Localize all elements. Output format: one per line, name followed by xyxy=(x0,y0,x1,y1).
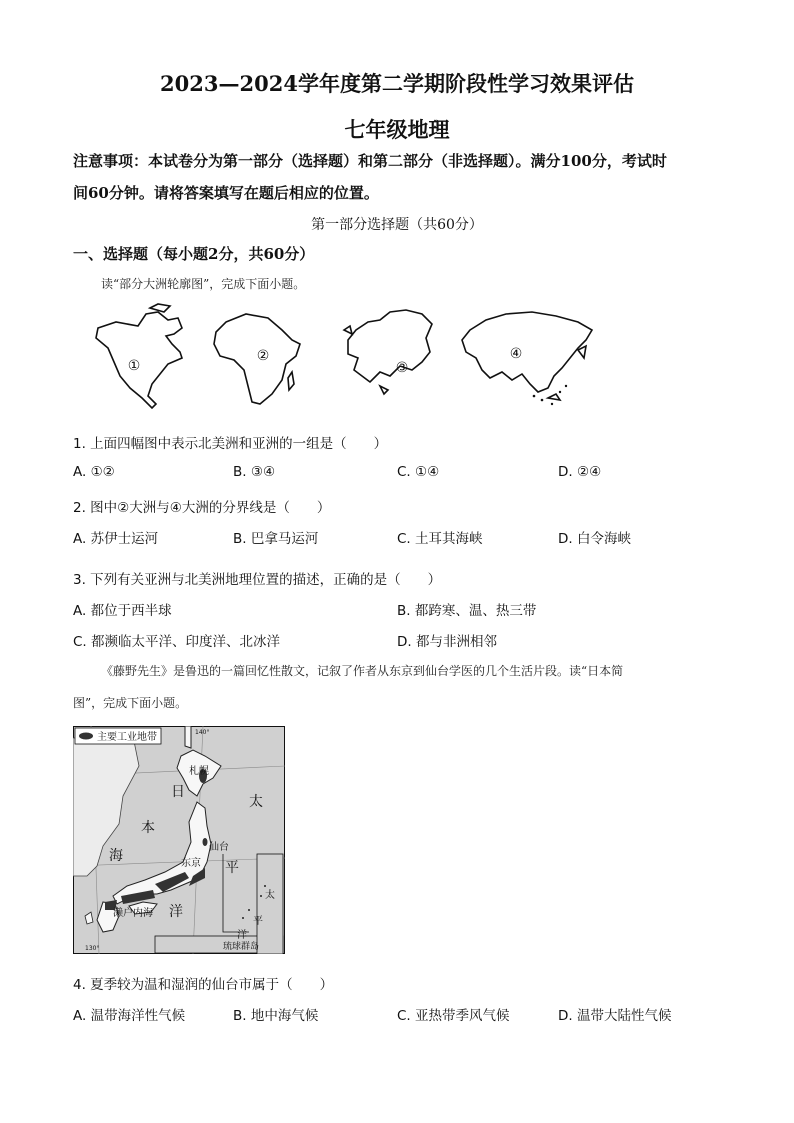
question-2-option-a[interactable]: A. 苏伊士运河 xyxy=(73,531,159,547)
label-sea-ben: 本 xyxy=(141,820,155,836)
intro-continents: 读“部分大洲轮廓图”，完成下面小题。 xyxy=(101,277,306,291)
notice-line-1: 注意事项：本试卷分为第一部分（选择题）和第二部分（非选择题）。满分100分，考试时 xyxy=(73,152,667,170)
label-inset-ping: 平 xyxy=(253,916,263,927)
label-ocean-tai: 太 xyxy=(249,794,263,810)
section1-heading: 一、选择题（每小题2分，共60分） xyxy=(73,245,315,263)
question-4-option-a[interactable]: A. 温带海洋性气候 xyxy=(73,1008,186,1024)
question-2-option-d[interactable]: D. 白令海峡 xyxy=(558,531,631,547)
label-lon-140: 140° xyxy=(195,729,210,736)
question-4-option-b[interactable]: B. 地中海气候 xyxy=(233,1008,319,1024)
question-1-stem: 1. 上面四幅图中表示北美洲和亚洲的一组是（ ） xyxy=(73,436,388,452)
label-sea-hai: 海 xyxy=(109,848,123,864)
japan-map xyxy=(73,726,285,954)
notice-line-2: 间60分钟。请将答案填写在题后相应的位置。 xyxy=(73,184,379,202)
question-4-option-d[interactable]: D. 温带大陆性气候 xyxy=(558,1008,672,1024)
question-2-option-b[interactable]: B. 巴拿马运河 xyxy=(233,531,319,547)
continent-label-4: ④ xyxy=(509,346,523,362)
asia-outline xyxy=(462,312,592,392)
label-ocean-ping: 平 xyxy=(225,860,239,876)
label-sea-ri: 日 xyxy=(171,784,185,800)
label-sendai: 仙台 xyxy=(209,842,229,853)
intro-japan-line-1: 《藤野先生》是鲁迅的一篇回忆性散文，记叙了作者从东京到仙台学医的几个生活片段。读“日本简 xyxy=(101,664,624,678)
question-1-option-a[interactable]: A. ①② xyxy=(73,464,115,480)
question-1-option-c[interactable]: C. ①④ xyxy=(397,464,440,480)
exam-title: 2023—2024学年度第二学期阶段性学习效果评估 xyxy=(160,71,634,96)
question-3-stem: 3. 下列有关亚洲与北美洲地理位置的描述，正确的是（ ） xyxy=(73,572,442,588)
exam-subtitle: 七年级地理 xyxy=(344,117,450,142)
question-2-stem: 2. 图中②大洲与④大洲的分界线是（ ） xyxy=(73,500,331,516)
question-2-option-c[interactable]: C. 土耳其海峡 xyxy=(397,531,483,547)
question-1-option-b[interactable]: B. ③④ xyxy=(233,464,276,480)
continent-outline-map xyxy=(86,300,606,418)
label-setonaikai: 濑户内海 xyxy=(113,908,153,919)
label-ryukyu: 琉球群岛 xyxy=(223,942,260,952)
legend-industrial-zone: 主要工业地带 xyxy=(97,732,157,743)
continent-label-3: ③ xyxy=(395,360,409,376)
label-inset-yang: 洋 xyxy=(237,930,247,941)
label-inset-tai: 太 xyxy=(265,890,275,901)
continent-label-2: ② xyxy=(256,348,270,364)
label-ocean-yang: 洋 xyxy=(169,904,183,920)
intro-japan-line-2: 图”，完成下面小题。 xyxy=(73,696,188,710)
question-3-option-c[interactable]: C. 都濒临太平洋、印度洋、北冰洋 xyxy=(73,634,281,650)
europe-outline xyxy=(348,310,432,382)
label-sapporo: 札幌 xyxy=(189,766,209,777)
question-4-option-c[interactable]: C. 亚热带季风气候 xyxy=(397,1008,510,1024)
label-lon-130: 130° xyxy=(85,945,100,952)
continent-label-1: ① xyxy=(127,358,141,374)
question-3-option-b[interactable]: B. 都跨寒、温、热三带 xyxy=(397,603,537,619)
question-3-option-a[interactable]: A. 都位于西半球 xyxy=(73,603,172,619)
question-3-option-d[interactable]: D. 都与非洲相邻 xyxy=(397,634,497,650)
question-1-option-d[interactable]: D. ②④ xyxy=(558,464,602,480)
label-tokyo: 东京 xyxy=(181,858,201,869)
question-4-stem: 4. 夏季较为温和湿润的仙台市属于（ ） xyxy=(73,977,334,993)
part1-heading: 第一部分选择题（共60分） xyxy=(311,217,483,233)
